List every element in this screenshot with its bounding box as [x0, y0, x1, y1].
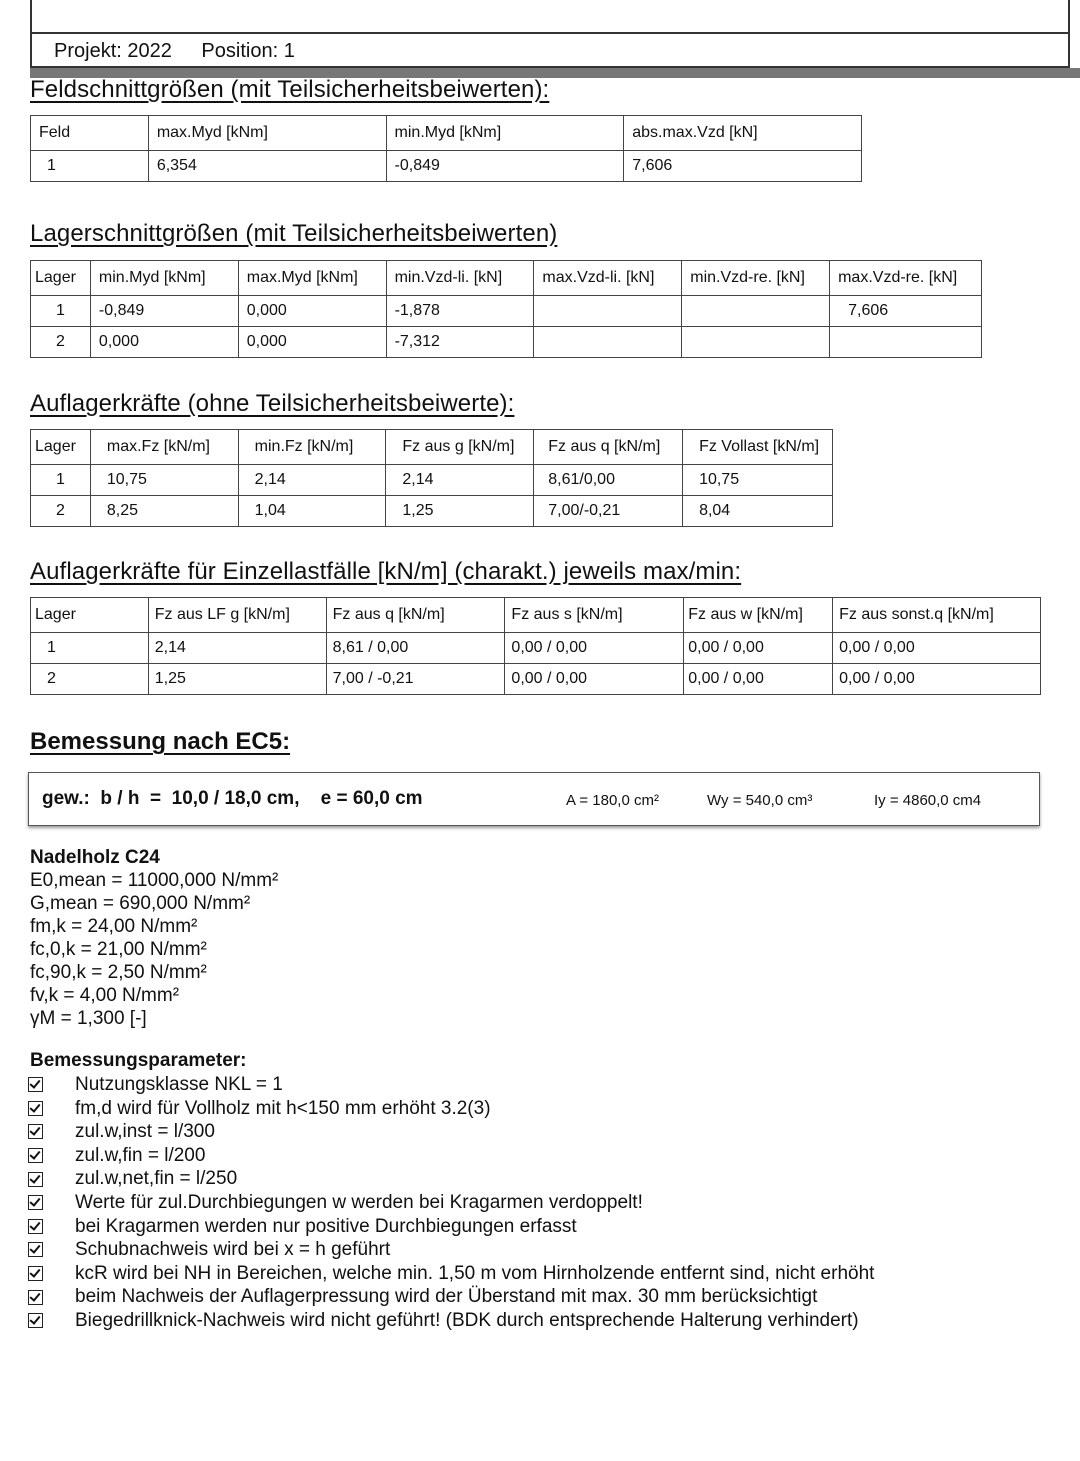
- cell: [830, 327, 982, 358]
- position-label: Position: 1: [201, 40, 295, 62]
- cell: 2,14: [386, 465, 534, 496]
- cell: 1,04: [238, 496, 386, 527]
- checkbox-checked-icon[interactable]: [28, 1195, 43, 1210]
- parameter-text: fm,d wird für Vollholz mit h<150 mm erhöht 3.2(3): [75, 1097, 491, 1119]
- parameter-list: [28, 1073, 874, 1333]
- cell: 8,61/0,00: [534, 465, 683, 496]
- cell: 1,25: [386, 496, 534, 527]
- section-modulus: Wy = 540,0 cm³: [707, 792, 813, 809]
- cell: -0,849: [386, 151, 624, 182]
- material-prop: fm,k = 24,00 N/mm²: [30, 916, 198, 937]
- column-header: max.Vzd-li. [kN]: [534, 261, 682, 296]
- column-header: max.Myd [kNm]: [148, 116, 386, 151]
- checkbox-checked-icon[interactable]: [28, 1219, 43, 1234]
- feld-title: Feldschnittgrößen (mit Teilsicherheitsbeiwerten):: [30, 76, 550, 103]
- column-header: Fz aus w [kN/m]: [684, 598, 833, 633]
- moment-of-inertia: Iy = 4860,0 cm4: [874, 792, 982, 809]
- cell: 0,00 / 0,00: [684, 664, 833, 695]
- material-prop: G,mean = 690,000 N/mm²: [30, 893, 251, 914]
- material-prop: γM = 1,300 [-]: [30, 1008, 147, 1029]
- column-header: Fz Vollast [kN/m]: [683, 430, 833, 465]
- list-item: [28, 1144, 874, 1168]
- cell: 6,354: [148, 151, 386, 182]
- column-header: Lager: [31, 430, 91, 465]
- checkbox-checked-icon[interactable]: [28, 1266, 43, 1281]
- list-item: [28, 1097, 874, 1121]
- parameter-text: Schubnachweis wird bei x = h geführt: [75, 1239, 391, 1261]
- column-header: max.Fz [kN/m]: [90, 430, 238, 465]
- parameter-text: Werte für zul.Durchbiegungen w werden bei Kragarmen verdoppelt!: [75, 1191, 643, 1213]
- cell: 1,25: [148, 664, 326, 695]
- column-header: min.Vzd-re. [kN]: [682, 261, 830, 296]
- einzel-title: Auflagerkräfte für Einzellastfälle [kN/m] (charakt.) jeweils max/min:: [30, 558, 742, 585]
- cell: [682, 327, 830, 358]
- column-header: Fz aus q [kN/m]: [534, 430, 683, 465]
- cell: 0,00 / 0,00: [833, 633, 1041, 664]
- checkbox-checked-icon[interactable]: [28, 1242, 43, 1257]
- parameter-text: Biegedrillknick-Nachweis wird nicht geführt! (BDK durch entsprechende Halterung verhindert): [75, 1309, 859, 1331]
- checkbox-checked-icon[interactable]: [28, 1290, 43, 1305]
- cell: 0,000: [238, 327, 386, 358]
- checkbox-checked-icon[interactable]: [28, 1148, 43, 1163]
- column-header: abs.max.Vzd [kN]: [624, 116, 862, 151]
- lager-table: [30, 260, 982, 358]
- parameter-text: bei Kragarmen werden nur positive Durchbiegungen erfasst: [75, 1215, 577, 1237]
- checkbox-checked-icon[interactable]: [28, 1172, 43, 1187]
- material-prop: fv,k = 4,00 N/mm²: [30, 985, 180, 1006]
- cell: 0,000: [238, 296, 386, 327]
- checkbox-checked-icon[interactable]: [28, 1101, 43, 1116]
- cell: 0,00 / 0,00: [505, 633, 684, 664]
- cell: 2,14: [148, 633, 326, 664]
- cell: 7,00/-0,21: [534, 496, 683, 527]
- cell: 8,25: [90, 496, 238, 527]
- cell: 2: [31, 664, 149, 695]
- list-item: [28, 1191, 874, 1215]
- cell: 0,000: [90, 327, 238, 358]
- parameter-text: zul.w,fin = l/200: [75, 1144, 206, 1166]
- column-header: min.Fz [kN/m]: [238, 430, 386, 465]
- cell: 2,14: [238, 465, 386, 496]
- project-header: [30, 32, 1070, 68]
- column-header: Fz aus q [kN/m]: [326, 598, 505, 633]
- parameter-text: beim Nachweis der Auflagerpressung wird der Überstand mit max. 30 mm berücksichtigt: [75, 1286, 818, 1308]
- material-prop: fc,90,k = 2,50 N/mm²: [30, 962, 207, 983]
- table-header-row: [31, 598, 1041, 633]
- cell: 1: [31, 633, 149, 664]
- list-item: [28, 1073, 874, 1097]
- material-prop: E0,mean = 11000,000 N/mm²: [30, 870, 279, 891]
- auflager-title: Auflagerkräfte (ohne Teilsicherheitsbeiwerte):: [30, 390, 515, 417]
- cell: 0,00 / 0,00: [684, 633, 833, 664]
- cell: 10,75: [683, 465, 833, 496]
- column-header: Lager: [31, 598, 149, 633]
- column-header: min.Myd [kNm]: [90, 261, 238, 296]
- column-header: max.Vzd-re. [kN]: [830, 261, 982, 296]
- cell: [534, 327, 682, 358]
- cell: 8,04: [683, 496, 833, 527]
- table-row: [31, 296, 982, 327]
- table-header-row: [31, 261, 982, 296]
- cell: -1,878: [386, 296, 534, 327]
- column-header: max.Myd [kNm]: [238, 261, 386, 296]
- cell: 1: [31, 465, 91, 496]
- column-header: Lager: [31, 261, 91, 296]
- cell: 0,00 / 0,00: [833, 664, 1041, 695]
- list-item: [28, 1309, 874, 1333]
- table-row: [31, 664, 1041, 695]
- table-row: [31, 327, 982, 358]
- column-header: Fz aus s [kN/m]: [505, 598, 684, 633]
- bemessung-title: Bemessung nach EC5:: [30, 728, 291, 755]
- top-frame: [30, 0, 1070, 32]
- column-header: Fz aus LF g [kN/m]: [148, 598, 326, 633]
- table-row: [31, 633, 1041, 664]
- material-block: [30, 846, 278, 1030]
- cell: 7,00 / -0,21: [326, 664, 505, 695]
- list-item: [28, 1262, 874, 1286]
- material-name: Nadelholz C24: [30, 847, 160, 868]
- cell: 1: [31, 151, 149, 182]
- checkbox-checked-icon[interactable]: [28, 1124, 43, 1139]
- cell: [534, 296, 682, 327]
- auflager-table: [30, 429, 833, 527]
- cell: -7,312: [386, 327, 534, 358]
- cell: 1: [31, 296, 91, 327]
- list-item: [28, 1120, 874, 1144]
- parameter-title: Bemessungsparameter:: [30, 1050, 247, 1071]
- parameter-text: zul.w,net,fin = l/250: [75, 1168, 238, 1190]
- table-row: [31, 496, 833, 527]
- parameter-text: zul.w,inst = l/300: [75, 1121, 215, 1143]
- cell: 10,75: [90, 465, 238, 496]
- section-area: A = 180,0 cm²: [566, 792, 659, 809]
- column-header: Feld: [31, 116, 149, 151]
- cell: 2: [31, 327, 91, 358]
- list-item: [28, 1167, 874, 1191]
- table-row: [31, 465, 833, 496]
- column-header: min.Vzd-li. [kN]: [386, 261, 534, 296]
- list-item: [28, 1215, 874, 1239]
- parameter-text: kcR wird bei NH in Bereichen, welche min. 1,50 m vom Hirnholzende entfernt sind, nicht erhöht: [75, 1262, 875, 1284]
- column-header: min.Myd [kNm]: [386, 116, 624, 151]
- project-label: Projekt: 2022: [54, 40, 172, 62]
- cell: 7,606: [624, 151, 862, 182]
- cell: 2: [31, 496, 91, 527]
- cell: 7,606: [830, 296, 982, 327]
- checkbox-checked-icon[interactable]: [28, 1077, 43, 1092]
- section-dimensions: gew.: b / h = 10,0 / 18,0 cm, e = 60,0 cm: [42, 788, 423, 809]
- table-header-row: [31, 430, 833, 465]
- einzel-table: [30, 597, 1041, 695]
- cell: [682, 296, 830, 327]
- table-header-row: [31, 116, 862, 151]
- cell: 8,61 / 0,00: [326, 633, 505, 664]
- lager-title: Lagerschnittgrößen (mit Teilsicherheitsbeiwerten): [30, 220, 558, 247]
- feld-table: [30, 115, 862, 182]
- cell: 0,00 / 0,00: [505, 664, 684, 695]
- list-item: [28, 1285, 874, 1309]
- parameter-text: Nutzungsklasse NKL = 1: [75, 1074, 283, 1095]
- material-prop: fc,0,k = 21,00 N/mm²: [30, 939, 207, 960]
- list-item: [28, 1238, 874, 1262]
- checkbox-checked-icon[interactable]: [28, 1313, 43, 1328]
- column-header: Fz aus g [kN/m]: [386, 430, 534, 465]
- cell: -0,849: [90, 296, 238, 327]
- column-header: Fz aus sonst.q [kN/m]: [833, 598, 1041, 633]
- table-row: [31, 151, 862, 182]
